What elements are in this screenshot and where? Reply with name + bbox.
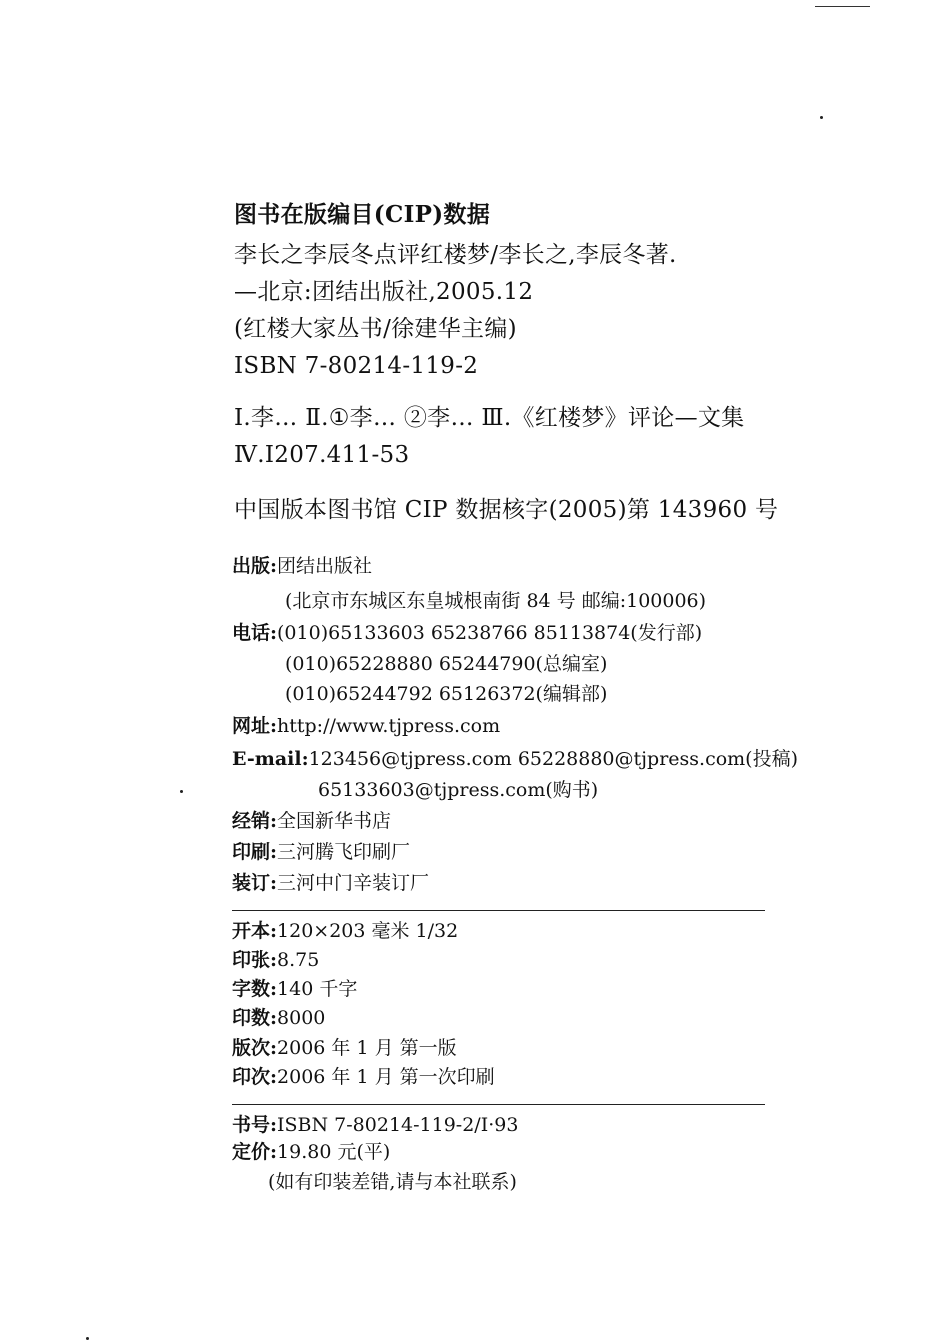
cip-title: 图书在版编目(CIP)数据 [234, 201, 491, 228]
printer-row [232, 843, 410, 862]
distributor-row [232, 812, 391, 831]
format-value: 120×203 毫米 1/32 [277, 920, 459, 942]
printer-label: 印刷: [232, 841, 278, 863]
cip-line-publication: —北京:团结出版社,2005.12 [234, 279, 534, 305]
phone-row [232, 624, 702, 643]
scan-speck [86, 1337, 89, 1340]
phone-line-3: (010)65244792 65126372(编辑部) [285, 683, 608, 705]
price-label: 定价: [232, 1141, 278, 1163]
section-divider [232, 910, 765, 911]
cip-isbn: ISBN 7-80214-119-2 [234, 353, 479, 379]
cip-record-number: 中国版本图书馆 CIP 数据核字(2005)第 143960 号 [234, 497, 779, 523]
print-run-value: 8000 [277, 1007, 326, 1029]
scan-speck [820, 116, 823, 119]
print-run-label: 印数: [232, 1007, 278, 1029]
words-row [232, 980, 357, 999]
words-label: 字数: [232, 978, 278, 1000]
book-number-row [232, 1116, 518, 1135]
format-label: 开本: [232, 920, 278, 942]
sheets-label: 印张: [232, 949, 278, 971]
email-line-1: 123456@tjpress.com 65228880@tjpress.com(投稿) [308, 748, 799, 770]
section-divider [232, 1104, 765, 1105]
sheets-value: 8.75 [277, 949, 320, 971]
impression-label: 印次: [232, 1066, 278, 1088]
website-row [232, 717, 500, 736]
sheets-row [232, 951, 319, 970]
cip-line-series: (红楼大家丛书/徐建华主编) [234, 316, 517, 342]
cip-subjects: Ⅰ.李… Ⅱ.①李… ②李… Ⅲ.《红楼梦》评论—文集 [234, 405, 745, 431]
distributor-label: 经销: [232, 810, 278, 832]
book-number-value: ISBN 7-80214-119-2/I·93 [277, 1114, 519, 1136]
price-row [232, 1143, 390, 1162]
print-run-row [232, 1009, 325, 1028]
phone-line-2: (010)65228880 65244790(总编室) [285, 653, 608, 675]
publisher-row [232, 557, 372, 576]
website-label: 网址: [232, 715, 278, 737]
publisher-value: 团结出版社 [277, 555, 373, 577]
printer-value: 三河腾飞印刷厂 [277, 841, 411, 863]
cip-classification: Ⅳ.I207.411-53 [234, 442, 410, 468]
publisher-label: 出版: [232, 555, 278, 577]
distributor-value: 全国新华书店 [277, 810, 392, 832]
phone-line-1: (010)65133603 65238766 85113874(发行部) [277, 622, 703, 644]
book-number-label: 书号: [232, 1114, 278, 1136]
impression-row [232, 1068, 495, 1087]
edition-label: 版次: [232, 1037, 278, 1059]
email-line-2: 65133603@tjpress.com(购书) [318, 779, 599, 801]
scan-speck [180, 790, 183, 793]
impression-value: 2006 年 1 月 第一次印刷 [277, 1066, 495, 1088]
scan-mark-line [815, 6, 870, 7]
phone-label: 电话: [232, 622, 278, 644]
edition-row [232, 1039, 457, 1058]
publisher-address: (北京市东城区东皇城根南街 84 号 邮编:100006) [285, 590, 707, 612]
binder-value: 三河中门辛装订厂 [277, 872, 430, 894]
binder-row [232, 874, 429, 893]
price-value: 19.80 元(平) [277, 1141, 391, 1163]
cip-line-title-author: 李长之李辰冬点评红楼梦/李长之,李辰冬著. [234, 242, 677, 268]
email-row [232, 750, 798, 769]
email-label: E-mail: [232, 748, 309, 770]
website-url: http://www.tjpress.com [277, 715, 501, 737]
price-note: (如有印装差错,请与本社联系) [268, 1171, 517, 1193]
edition-value: 2006 年 1 月 第一版 [277, 1037, 457, 1059]
words-value: 140 千字 [277, 978, 358, 1000]
format-row [232, 922, 458, 941]
binder-label: 装订: [232, 872, 278, 894]
